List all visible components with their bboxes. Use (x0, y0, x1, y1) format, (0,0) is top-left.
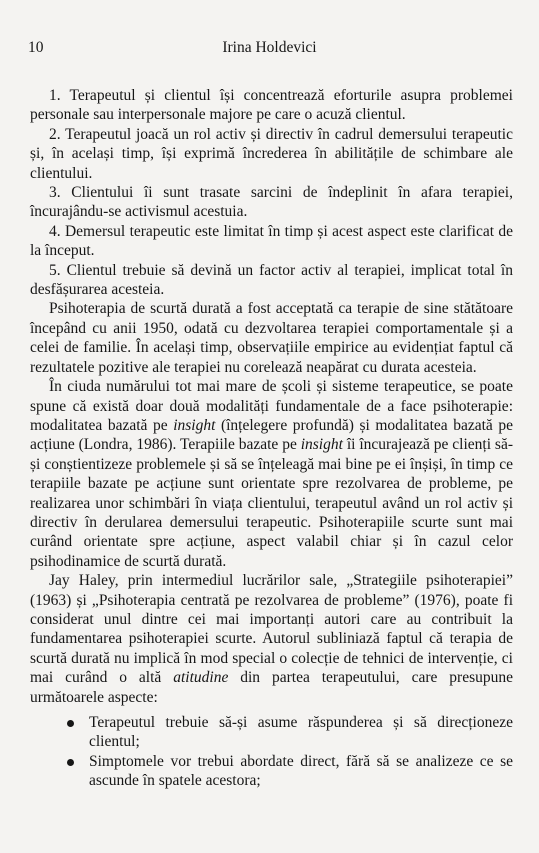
numbered-point-2: 2. Terapeutul joacă un rol activ și directiv în cadrul demersului terapeutic și, în același timp, își exprimă încrederea în abilitățile de schimbare ale clientului. (30, 125, 513, 182)
bullet-text: Terapeutul trebuie să-și asume răspunderea și să direcționeze clientul; (89, 714, 513, 751)
bullet-list (30, 713, 513, 791)
numbered-point-3: 3. Clientului îi sunt trasate sarcini de îndeplinit în afara terapiei, încurajându-se activismul acestuia. (30, 184, 513, 221)
numbered-point-5: 5. Clientul trebuie să devină un factor activ al terapiei, implicat total în desfășurarea acesteia. (30, 261, 513, 299)
page-number: 10 (28, 39, 44, 56)
paragraph-3-text-2: din partea terapeutului, care presupune următoarele aspecte: (30, 669, 513, 706)
bullet-dot-icon (67, 759, 74, 766)
bullet-text: Simptomele vor trebui abordate direct, fără să se analizeze ce se ascunde în spatele acestora; (89, 752, 513, 790)
paragraph-2-italic-1: insight (173, 416, 216, 434)
bullet-dot-icon (67, 720, 74, 727)
paragraph-3-text-1: Jay Haley, prin intermediul lucrărilor sale, „Strategiile psihoterapiei” (1963) și „Psihoterapia centrată pe rezolvarea de probleme” (1976), poate fi considerat unul dintre cei mai importanți autori care au contribuit la fundamentarea psihoterapiei scurte. Autorul subliniază faptul că terapia de scurtă durată nu implică în mod special o colecție de tehnici de intervenție, ci mai curând o altă (30, 572, 513, 687)
numbered-point-1: 1. Terapeutul și clientul își concentrează eforturile asupra problemei personale sau interpersonale majore pe care o acuză clientul. (30, 87, 513, 124)
numbered-point-4: 4. Demersul terapeutic este limitat în timp și acest aspect este clarificat de la început. (30, 222, 513, 260)
paragraph-3-italic: atitudine (173, 669, 229, 687)
paragraph-2-text-1: În ciuda numărului tot mai mare de școli și sisteme terapeutice, se poate spune că există doar două modalități fundamentale de a face psihoterapie: modalitatea bazată pe (30, 378, 513, 434)
paragraph-2-italic-2: insight (300, 436, 343, 454)
paragraph-insight-vs-action (30, 377, 513, 571)
paragraph-jay-haley (30, 571, 513, 707)
running-title: Irina Holdevici (222, 39, 317, 56)
paragraph-short-therapy-history: Psihoterapia de scurtă durată a fost acceptată ca terapie de sine stătătoare începând cu anii 1950, odată cu dezvoltarea terapiei comportamentale și a celei de familie. În același timp, observațiile empirice au evidențiat faptul că rezultatele pozitive ale terapiei nu corelează neapărat cu durata acesteia. (30, 300, 513, 376)
paragraph-2-text-3: îi încurajează pe clienți să-și conștientizeze problemele și să se înțeleagă mai bine pe ei înșiși, în timp ce terapiile bazate pe acțiune sunt orientate spre rezolvarea de probleme, pe realizarea unor schimbări în viața clientului, terapeutul având un rol activ și directiv în derularea demersului terapeutic. Psihoterapiile scurte sunt mai curând orientate spre acțiune, aspect valabil chiar și în cazul celor psihodinamice de scurtă durată. (30, 436, 513, 570)
paragraph-2-text-2: (înțelegere profundă) și modalitatea bazată pe acțiune (Londra, 1986). Terapiile bazate pe (30, 416, 513, 454)
page-header (28, 39, 511, 59)
body-text (30, 86, 513, 791)
bullet-item (30, 752, 513, 791)
bullet-item (30, 713, 513, 752)
